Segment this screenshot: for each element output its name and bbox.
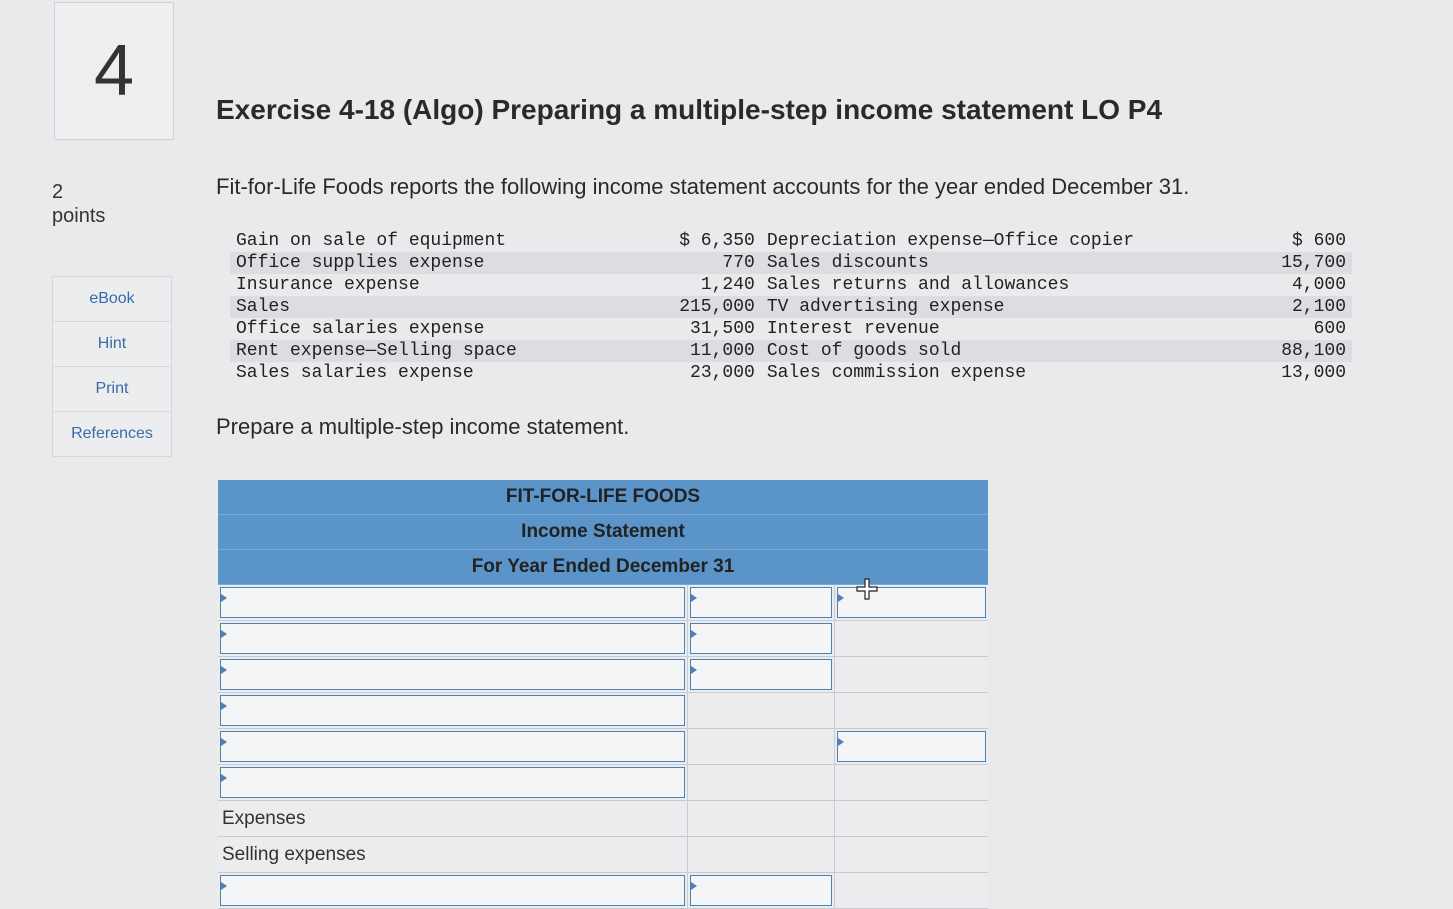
amount-input[interactable] (690, 875, 832, 906)
account-row (230, 318, 1352, 340)
points-indicator (52, 180, 105, 228)
account-name: Depreciation expense—Office copier (766, 231, 1135, 251)
account-row (230, 252, 1352, 274)
statement-row (218, 765, 988, 801)
statement-row (218, 693, 988, 729)
account-amount: 4,000 (1291, 275, 1346, 295)
statement-row-expenses (218, 801, 988, 837)
account-name: Gain on sale of equipment (236, 231, 507, 251)
account-name: Sales commission expense (766, 363, 1027, 383)
statement-row (218, 657, 988, 693)
points-value: 2 (52, 181, 64, 203)
account-amount: $ 6,350 (679, 231, 755, 251)
account-amount: 215,000 (640, 296, 761, 318)
amount-input[interactable] (690, 623, 832, 654)
account-amount: 13,000 (1281, 363, 1346, 383)
statement-row (218, 873, 988, 909)
statement-company: FIT-FOR-LIFE FOODS (218, 480, 988, 515)
label-input[interactable] (220, 587, 685, 618)
statement-row (218, 621, 988, 657)
account-amount: 11,000 (640, 340, 761, 362)
amount-input[interactable] (690, 659, 832, 690)
account-amount: $ 600 (1291, 231, 1346, 251)
account-name: Sales discounts (761, 252, 1231, 274)
income-statement-form (218, 480, 988, 909)
account-name: Office salaries expense (236, 319, 485, 339)
account-amount: 88,100 (1231, 340, 1352, 362)
account-amount: 15,700 (1231, 252, 1352, 274)
account-amount: 31,500 (690, 319, 755, 339)
label-input[interactable] (220, 767, 685, 798)
account-row (230, 296, 1352, 318)
account-amount: 1,240 (700, 275, 755, 295)
account-name: Sales returns and allowances (766, 275, 1070, 295)
instruction-text: Prepare a multiple-step income statement. (216, 414, 630, 439)
account-name: Sales salaries expense (236, 363, 474, 383)
label-input[interactable] (220, 731, 685, 762)
points-label: points (52, 205, 106, 227)
account-amount: 600 (1313, 319, 1346, 339)
move-cursor-icon (856, 578, 878, 600)
account-row (230, 274, 1352, 296)
label-input[interactable] (220, 875, 685, 906)
hint-link[interactable]: Hint (52, 322, 172, 367)
statement-row (218, 729, 988, 765)
account-row (230, 340, 1352, 362)
accounts-table (230, 230, 1352, 384)
statement-period: For Year Ended December 31 (218, 550, 988, 585)
account-amount: 23,000 (690, 363, 755, 383)
side-links (52, 276, 172, 457)
account-name: Rent expense—Selling space (230, 340, 640, 362)
statement-row-selling (218, 837, 988, 873)
question-number: 4 (54, 2, 174, 140)
account-name: Cost of goods sold (761, 340, 1231, 362)
account-row (230, 362, 1352, 384)
exercise-intro: Fit-for-Life Foods reports the following income statement accounts for the year ended December 31. (216, 174, 1190, 199)
expenses-label: Expenses (222, 808, 306, 829)
account-name: Sales (230, 296, 640, 318)
account-row (230, 230, 1352, 252)
account-name: Office supplies expense (230, 252, 640, 274)
print-link[interactable]: Print (52, 367, 172, 412)
label-input[interactable] (220, 659, 685, 690)
account-name: Interest revenue (766, 319, 940, 339)
account-name: TV advertising expense (761, 296, 1231, 318)
exercise-title: Exercise 4-18 (Algo) Preparing a multiple-step income statement LO P4 (216, 94, 1163, 125)
amount-input[interactable] (690, 587, 832, 618)
references-link[interactable]: References (52, 412, 172, 457)
account-amount: 770 (640, 252, 761, 274)
total-input[interactable] (837, 731, 986, 762)
label-input[interactable] (220, 695, 685, 726)
selling-expenses-label: Selling expenses (222, 844, 366, 865)
account-name: Insurance expense (236, 275, 420, 295)
statement-name: Income Statement (218, 515, 988, 550)
account-amount: 2,100 (1231, 296, 1352, 318)
label-input[interactable] (220, 623, 685, 654)
ebook-link[interactable]: eBook (52, 276, 172, 322)
